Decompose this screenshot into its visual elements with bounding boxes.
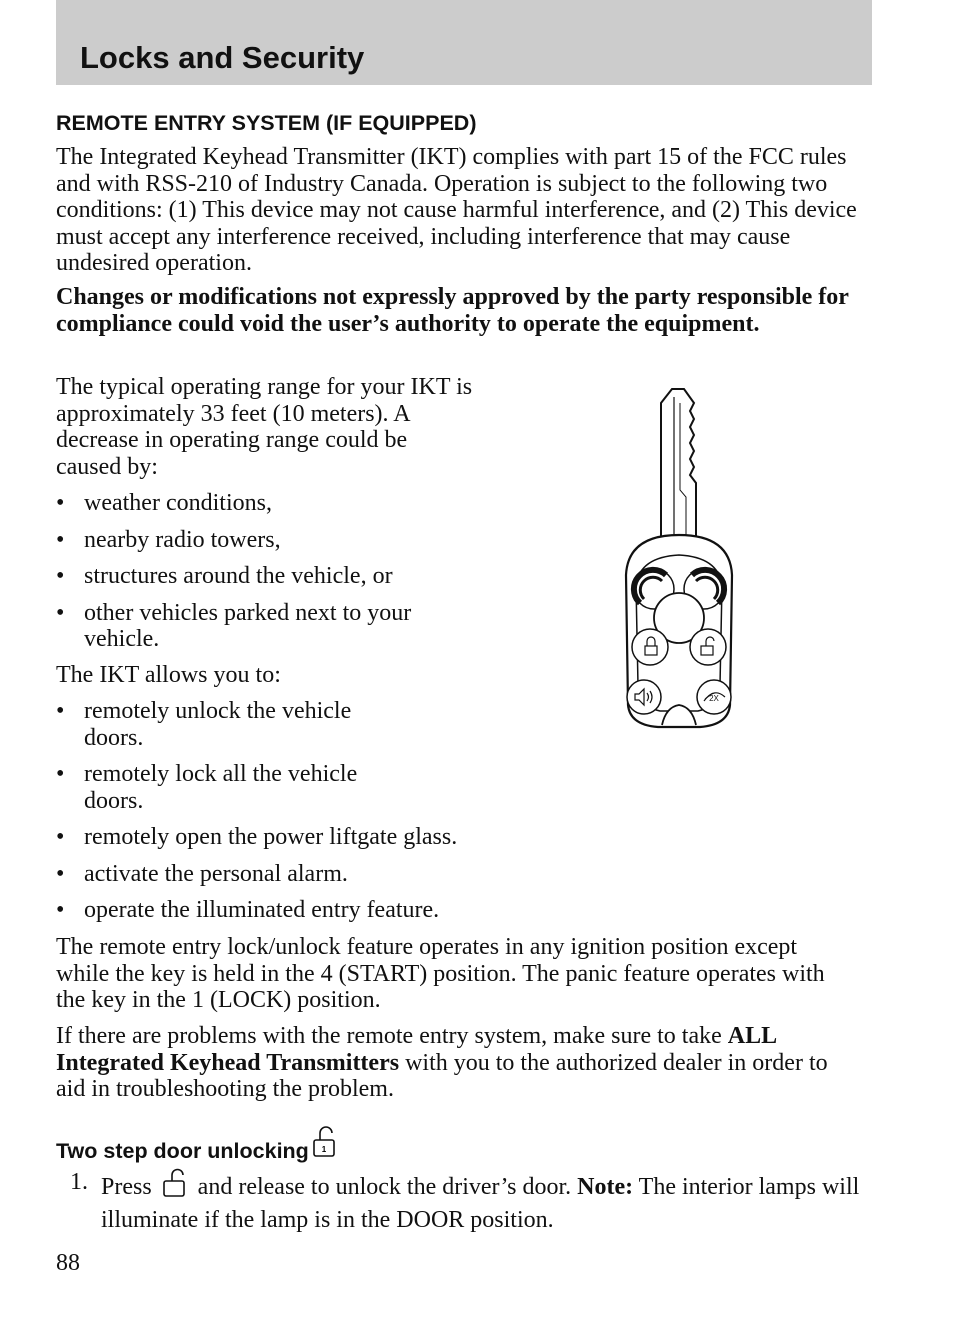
list-item: • other vehicles parked next to your vehicle. xyxy=(56,600,414,653)
unlock-icon xyxy=(311,1126,339,1165)
note-text: The interior lamps will illuminate if the lamp is in the DOOR position. xyxy=(101,1174,860,1233)
note-label: Note: xyxy=(577,1174,634,1200)
keyhead-transmitter-illustration xyxy=(604,385,754,749)
fcc-paragraph: The Integrated Keyhead Transmitter (IKT) complies with part 15 of the FCC rules and with RSS-210 of Industry Canada. Operation is subject to the following two conditions: (1) This device may not cause harmful interference, and (2) This device must accept any interference received, including interference that may cause undesired operation. xyxy=(56,144,857,276)
list-item: • remotely lock all the vehicle doors. xyxy=(56,761,404,814)
step-number: 1. xyxy=(70,1169,88,1195)
problems-text-bold: ALL Integrated Keyhead Transmitters xyxy=(56,1023,776,1076)
range-factors-list xyxy=(56,490,486,663)
list-item: • activate the personal alarm. xyxy=(56,861,576,888)
two-step-heading xyxy=(56,1126,339,1165)
two-step-heading-text: Two step door unlocking xyxy=(56,1139,309,1163)
step-text-pre: Press xyxy=(101,1174,158,1200)
step-text-mid: and release to unlock the driver’s door. xyxy=(191,1174,578,1200)
header-bar xyxy=(56,0,872,85)
unlock-icon xyxy=(158,1168,192,1206)
list-item: • weather conditions, xyxy=(56,490,486,517)
problems-text-post: with you to the authorized dealer in order to aid in troubleshooting the problem. xyxy=(56,1049,828,1102)
allows-paragraph: The IKT allows you to: xyxy=(56,662,281,688)
problems-paragraph xyxy=(56,1023,856,1103)
page-title: Locks and Security xyxy=(80,40,365,75)
list-item: • structures around the vehicle, or xyxy=(56,563,486,590)
capabilities-list xyxy=(56,698,576,934)
range-paragraph: The typical operating range for your IKT is approximately 33 feet (10 meters). A decrease in operating range could be caused by: xyxy=(56,374,473,480)
step-body xyxy=(101,1168,870,1235)
problems-text-pre: If there are problems with the remote entry system, make sure to take xyxy=(56,1023,728,1049)
step-1 xyxy=(70,1168,870,1235)
section-heading: REMOTE ENTRY SYSTEM (IF EQUIPPED) xyxy=(56,111,477,135)
liftgate-badge-text: 2X xyxy=(709,694,719,703)
list-item: • remotely unlock the vehicle doors. xyxy=(56,698,394,751)
page-number: 88 xyxy=(56,1250,80,1276)
list-item: • operate the illuminated entry feature. xyxy=(56,897,576,924)
list-item: • remotely open the power liftgate glass. xyxy=(56,824,576,851)
ignition-paragraph: The remote entry lock/unlock feature operates in any ignition position except while the key is held in the 4 (START) position. The panic feature operates with the key in the 1 (LOCK) position. xyxy=(56,934,825,1013)
warning-paragraph: Changes or modifications not expressly approved by the party responsible for compliance could void the user’s authority to operate the equipment. xyxy=(56,284,849,337)
svg-text:1: 1 xyxy=(321,1145,327,1154)
list-item: • nearby radio towers, xyxy=(56,527,486,554)
